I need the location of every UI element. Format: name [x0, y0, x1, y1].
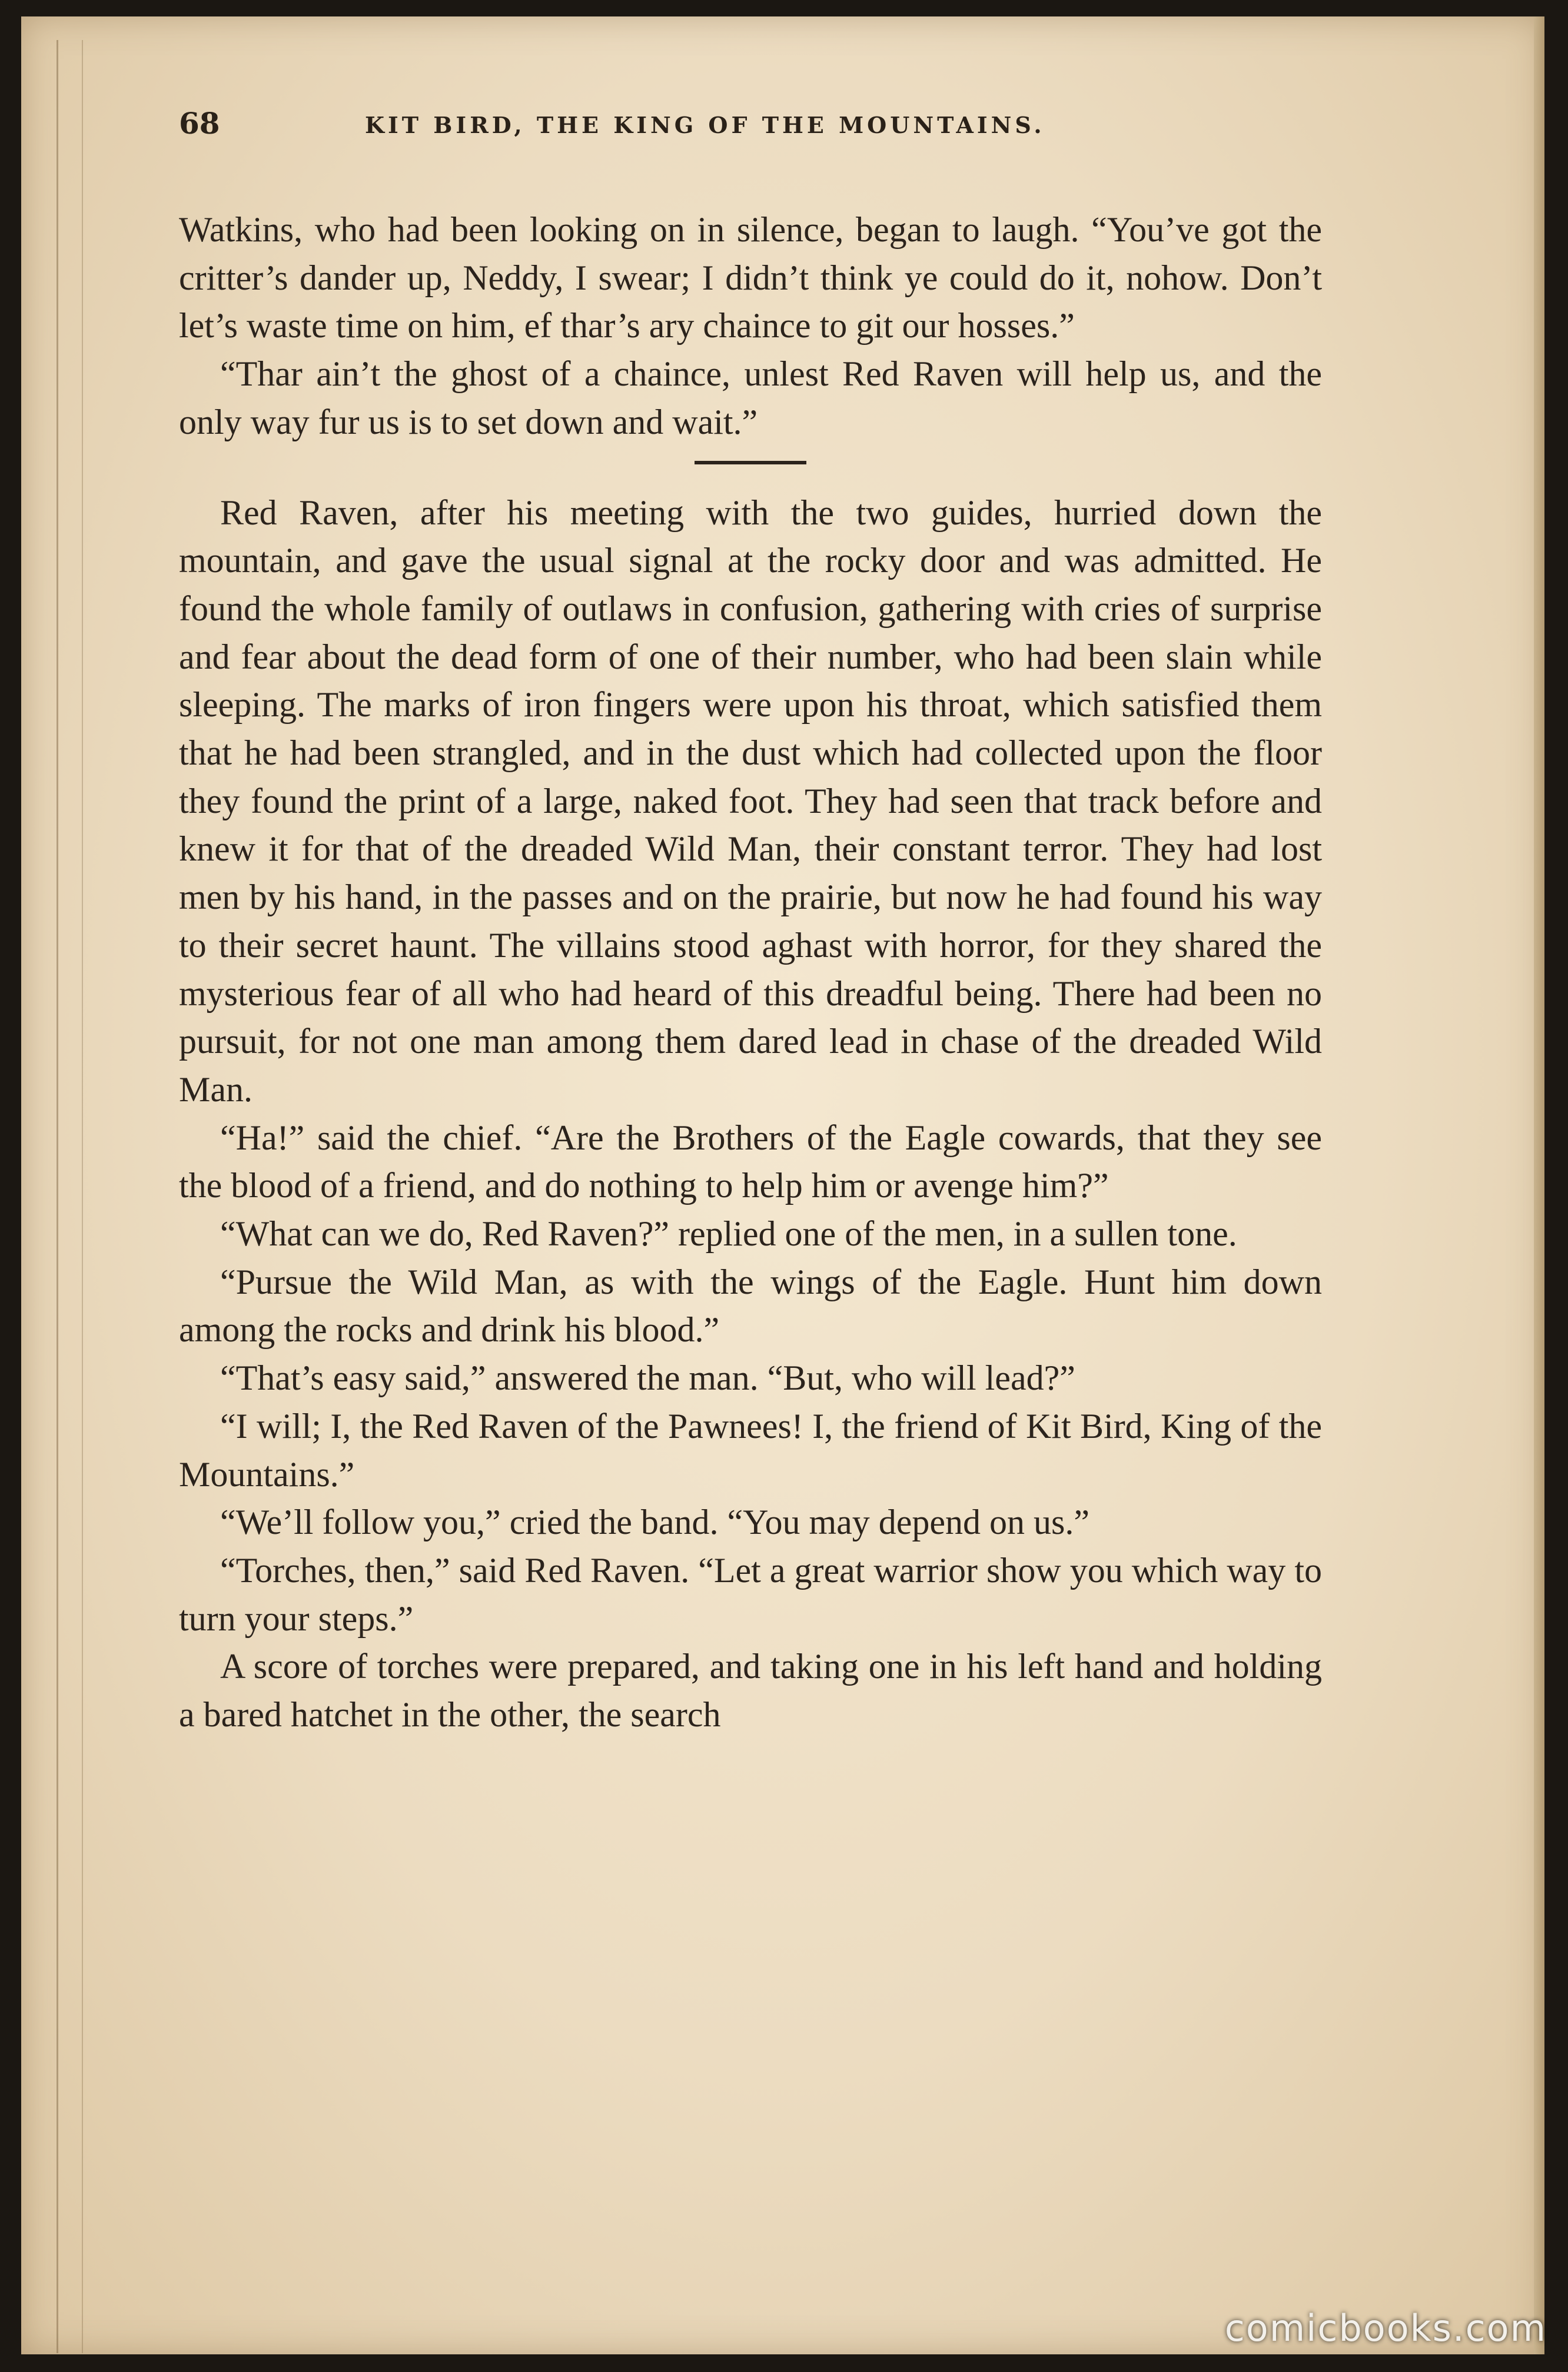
paragraph: Watkins, who had been looking on in silence, began to laugh. “You’ve got the critter’s dander up, Neddy, I swear; I didn’t think ye could do it, nohow. Don’t let’s waste time on him, ef thar’s ary chaince to git our hosses.”	[179, 210, 1322, 345]
paragraph: “Ha!” said the chief. “Are the Brothers of the Eagle cowards, that they see the blood of a friend, and do nothing to help him or avenge him?”	[179, 1118, 1322, 1205]
paragraph: “That’s easy said,” answered the man. “But, who will lead?”	[220, 1358, 1075, 1398]
paragraph: “I will; I, the Red Raven of the Pawnees! I, the friend of Kit Bird, King of the Mountains.”	[179, 1406, 1322, 1494]
paragraph: “Torches, then,” said Red Raven. “Let a great warrior show you which way to turn your steps.”	[179, 1550, 1322, 1638]
page-stack-edges	[57, 40, 83, 2353]
running-title: KIT BIRD, THE KING OF THE MOUNTAINS.	[365, 112, 1045, 138]
book-page	[21, 16, 1544, 2354]
paragraph: Red Raven, after his meeting with the two guides, hurried down the mountain, and gave the usual signal at the rocky door and was admitted. He found the whole family of outlaws in confusion, gathering with cries of surprise and fear about the dead form of one of their number, who had been slain while sleeping. The marks of iron fingers were upon his throat, which satisfied them that he had been strangled, and in the dust which had collected upon the floor they found the print of a large, naked foot. They had seen that track before and knew it for that of the dreaded Wild Man, their constant terror. They had lost men by his hand, in the passes and on the prairie, but now he had found his way to their secret haunt. The villains stood aghast with horror, for they shared the mysterious fear of all who had heard of this dreadful being. There had been no pursuit, for not one man among them dared lead in chase of the dreaded Wild Man.	[179, 493, 1322, 1109]
paragraph: “What can we do, Red Raven?” replied one of the men, in a sullen tone.	[220, 1214, 1237, 1254]
site-watermark: comicbooks.com	[1224, 2307, 1547, 2350]
section-divider	[695, 461, 806, 464]
paragraph: A score of torches were prepared, and taking one in his left hand and holding a bared hatchet in the other, the search	[179, 1647, 1322, 1735]
page-header	[179, 106, 1356, 153]
paragraph: “Thar ain’t the ghost of a chaince, unlest Red Raven will help us, and the only way fur us is to set down and wait.”	[179, 354, 1322, 441]
paragraph: “Pursue the Wild Man, as with the wings of the Eagle. Hunt him down among the rocks and drink his blood.”	[179, 1262, 1322, 1350]
paragraph: “We’ll follow you,” cried the band. “You may depend on us.”	[220, 1503, 1090, 1542]
page-number: 68	[179, 106, 220, 141]
body-text	[179, 206, 1322, 1739]
page-right-edge	[1534, 16, 1544, 2354]
